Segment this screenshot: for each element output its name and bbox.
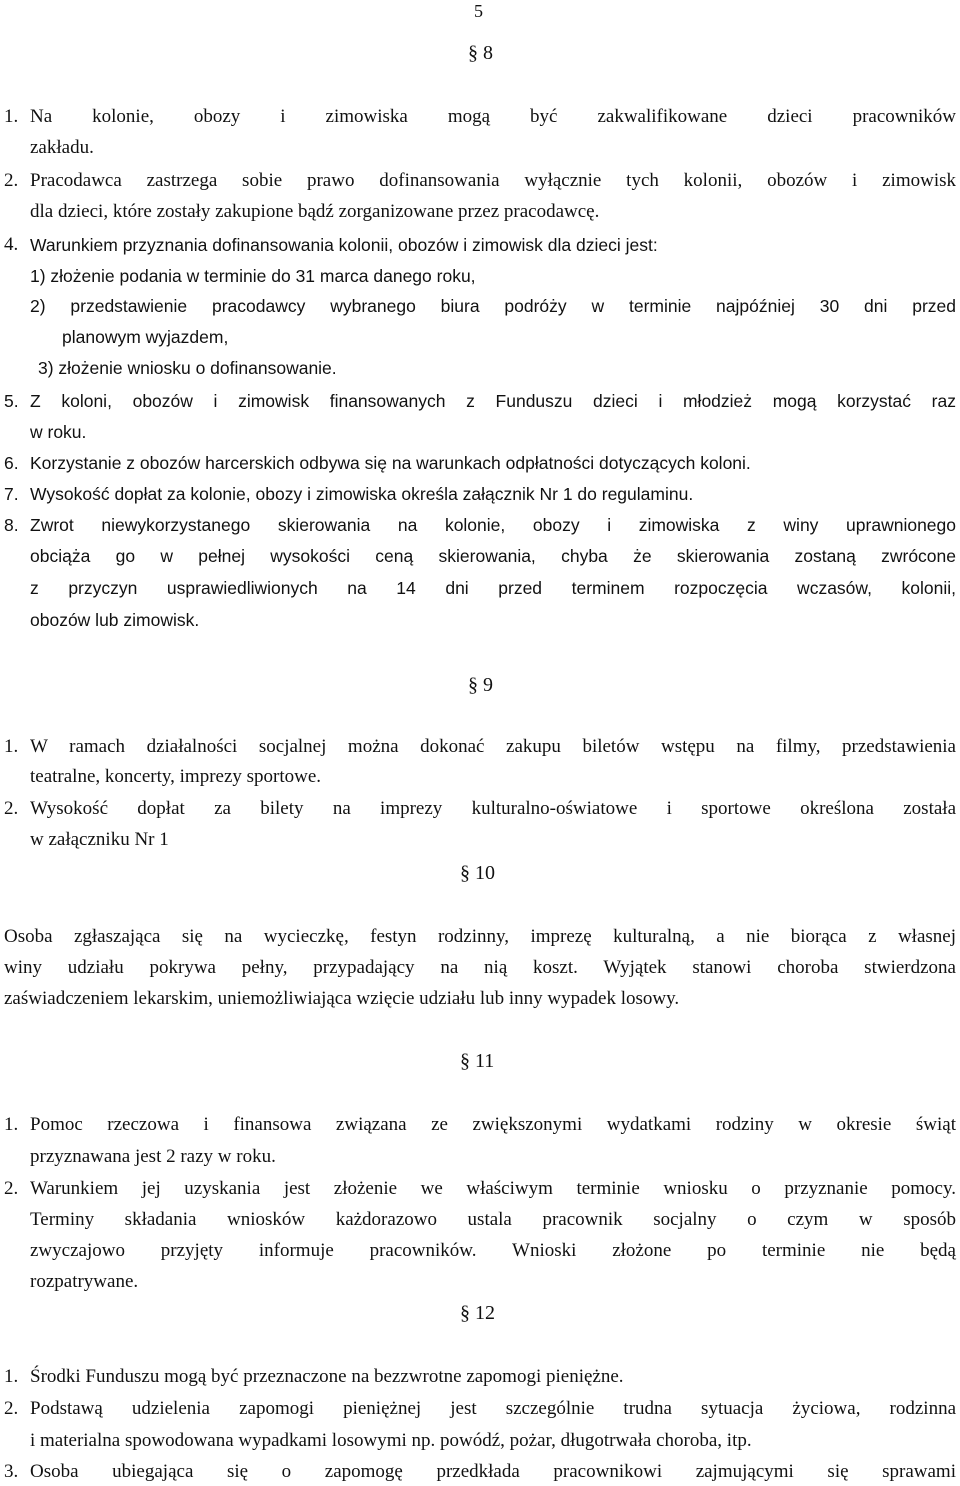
s9-item-2-line-2: w załączniku Nr 1 [30,829,169,850]
s8-item-6-line-1: Korzystanie z obozów harcerskich odbywa się na warunkach odpłatności dotyczących koloni. [30,453,751,473]
s12-item-2-line-2: i materialna spowodowana wypadkami losowymi np. powódź, pożar, długotrwała choroba, itp. [30,1430,752,1451]
s8-item-8-line-4: obozów lub zimowisk. [30,610,200,630]
s8-item-5-number: 5. [4,391,19,411]
s8-item-1-line-2: zakładu. [30,137,94,158]
s9-item-2-number: 2. [4,798,19,819]
s10-paragraph-line-2: winy udziału pokrywa pełny, przypadający na nią koszt. Wyjątek stanowi choroba stwierdzona [4,957,956,978]
s10-paragraph-line-3: zaświadczeniem lekarskim, uniemożliwiająca wzięcie udziału lub inny wypadek losowy. [4,988,680,1009]
s8-item-8-number: 8. [4,515,19,535]
s8-item-4-sub-1: 1) złożenie podania w terminie do 31 marca danego roku, [30,266,476,286]
s11-item-2-number: 2. [4,1178,19,1199]
s8-item-2-number: 2. [4,170,19,191]
s8-item-7-number: 7. [4,484,19,504]
s8-item-1-line-1: Na kolonie, obozy i zimowiska mogą być zakwalifikowane dzieci pracowników [30,106,956,127]
s11-item-1-line-1: Pomoc rzeczowa i finansowa związana ze zwiększonymi wydatkami rodziny w okresie świąt [30,1114,956,1135]
s8-item-8-line-2: obciąża go w pełnej wysokości ceną skierowania, chyba że skierowania zostaną zwrócone [30,546,956,566]
section-9-heading: § 9 [468,674,493,696]
s9-item-1-line-2: teatralne, koncerty, imprezy sportowe. [30,766,322,787]
s8-item-8-line-3: z przyczyn usprawiedliwionych na 14 dni przed terminem rozpoczęcia wczasów, kolonii, [30,578,956,598]
s10-paragraph-line-1: Osoba zgłaszająca się na wycieczkę, festyn rodzinny, imprezę kulturalną, a nie biorąca z własnej [4,926,956,947]
s8-item-4-sub-2-line-2: planowym wyjazdem, [62,327,229,347]
s12-item-1-line-1: Środki Funduszu mogą być przeznaczone na bezzwrotne zapomogi pieniężne. [30,1366,624,1387]
s9-item-1-line-1: W ramach działalności socjalnej można dokonać zakupu biletów wstępu na filmy, przedstawienia [30,736,956,757]
s12-item-2-number: 2. [4,1398,19,1419]
page-number: 5 [474,1,483,21]
section-11-heading: § 11 [460,1050,495,1072]
section-10-heading: § 10 [460,862,495,884]
s8-item-7-line-1: Wysokość dopłat za kolonie, obozy i zimowiska określa załącznik Nr 1 do regulaminu. [30,484,694,504]
s8-item-4-sub-2-line-1: 2) przedstawienie pracodawcy wybranego biura podróży w terminie najpóźniej 30 dni przed [30,296,956,316]
s8-item-2-line-1: Pracodawca zastrzega sobie prawo dofinansowania wyłącznie tych kolonii, obozów i zimowisk [30,170,956,191]
s12-item-1-number: 1. [4,1366,19,1387]
s11-item-2-line-2: Terminy składania wniosków każdorazowo ustala pracownik socjalny o czym w sposób [30,1209,956,1230]
s11-item-2-line-1: Warunkiem jej uzyskania jest złożenie we właściwym terminie wniosku o przyznanie pomocy. [30,1178,956,1199]
s11-item-2-line-4: rozpatrywane. [30,1271,139,1292]
s9-item-1-number: 1. [4,736,19,757]
s8-item-2-line-2: dla dzieci, które zostały zakupione bądź zorganizowane przez pracodawcę. [30,201,600,222]
s11-item-1-number: 1. [4,1114,19,1135]
s8-item-4-line-1: Warunkiem przyznania dofinansowania kolonii, obozów i zimowisk dla dzieci jest: [30,235,658,255]
s8-item-5-line-1: Z koloni, obozów i zimowisk finansowanych z Funduszu dzieci i młodzież mogą korzystać raz [30,391,956,411]
s11-item-2-line-3: zwyczajowo przyjęty informuje pracowników. Wnioski złożone po terminie nie będą [30,1240,956,1261]
section-12-heading: § 12 [460,1302,495,1324]
section-8-heading: § 8 [468,42,493,64]
s8-item-8-line-1: Zwrot niewykorzystanego skierowania na kolonie, obozy i zimowiska z winy uprawnionego [30,515,956,535]
s11-item-1-line-2: przyznawana jest 2 razy w roku. [30,1146,276,1167]
s12-item-2-line-1: Podstawą udzielenia zapomogi pieniężnej jest szczególnie trudna sytuacja życiowa, rodzinna [30,1398,956,1419]
s8-item-5-line-2: w roku. [30,422,87,442]
s8-item-1-number: 1. [4,106,19,127]
s8-item-4-sub-3: 3) złożenie wniosku o dofinansowanie. [38,358,337,378]
s9-item-2-line-1: Wysokość dopłat za bilety na imprezy kulturalno-oświatowe i sportowe określona została [30,798,956,819]
s12-item-3-line-1: Osoba ubiegająca się o zapomogę przedkłada pracownikowi zajmującymi się sprawami [30,1461,956,1482]
s8-item-4-number: 4. [4,234,19,255]
s12-item-3-number: 3. [4,1461,19,1482]
s8-item-6-number: 6. [4,453,19,473]
